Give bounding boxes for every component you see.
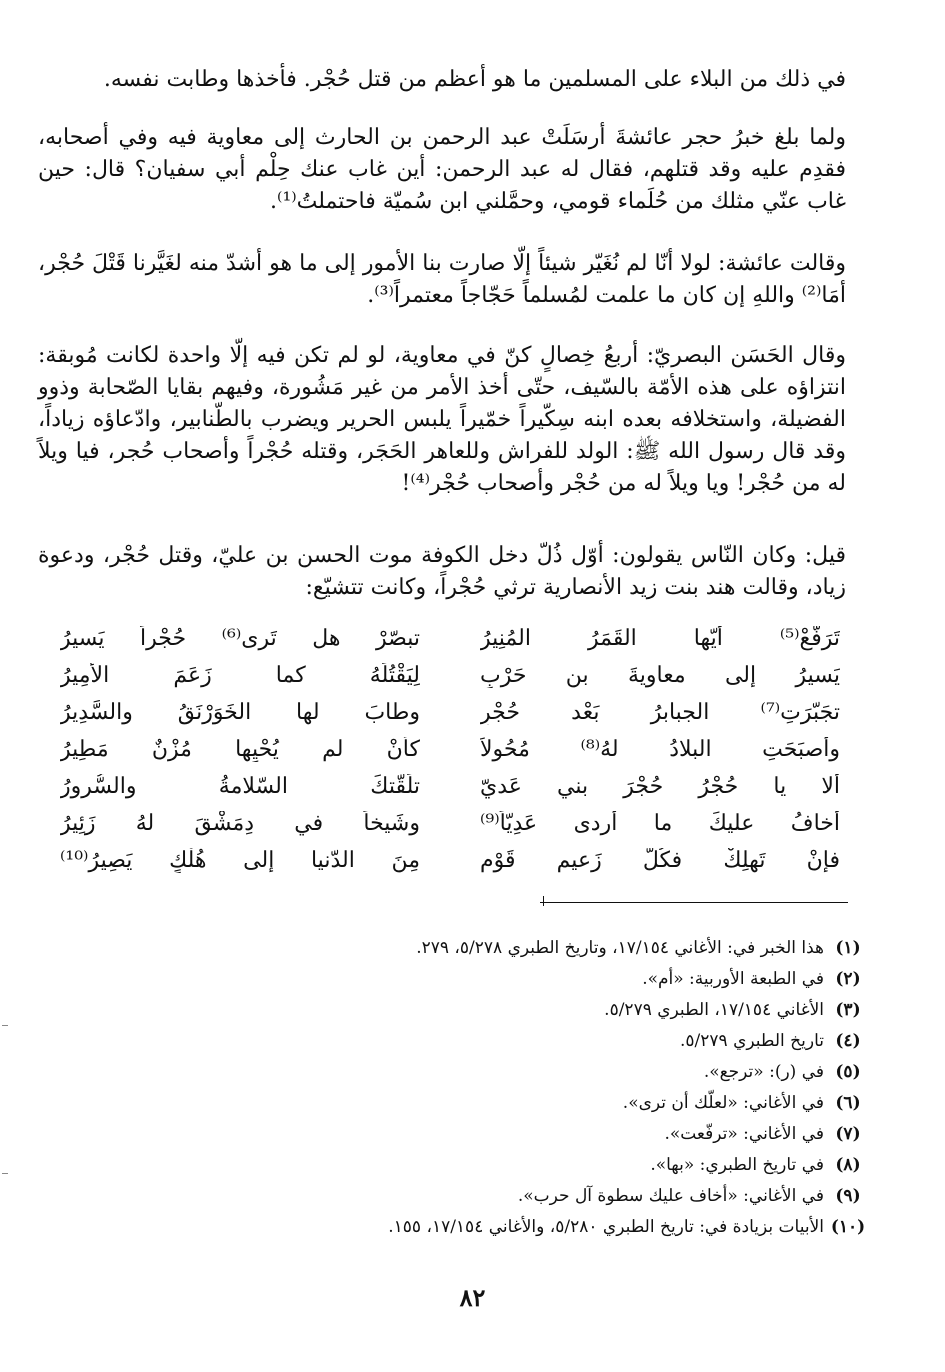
margin-mark	[2, 1173, 8, 1174]
footnote-number: (٩)	[835, 1185, 861, 1206]
footnote-text: في الأغاني: «لعلّك أن ترى».	[622, 1092, 824, 1113]
page-number: ٨٢	[459, 1283, 486, 1312]
poem-verse	[60, 768, 840, 805]
footnote-number: (٧)	[835, 1123, 861, 1144]
footnote-text: في الطبعة الأوربية: «أم».	[642, 968, 824, 989]
footnote-number: (٤)	[835, 1030, 861, 1051]
paragraph-3: وقالت عائشة: لولا أنّا لم نُغَيّر شيئاً إلّا صارت بنا الأمور إلى ما هو أشدّ منه لغَيَّرنا قَتْلَ حُجْر، أمَا⁽²⁾ واللهِ إن كان ما علمت لمُسلماً حَجّاجاً معتمراً⁽³⁾.	[38, 251, 846, 308]
footnote	[120, 1056, 872, 1087]
footnote-text: هذا الخبر في: الأغاني ١٧/١٥٤، وتاريخ الطبري ٥/٢٧٨، ٢٧٩.	[416, 937, 824, 958]
footnote-text: الأبيات بزيادة في: تاريخ الطبري ٥/٢٨٠، والأغاني ١٧/١٥٤، ١٥٥.	[388, 1216, 824, 1237]
verse-second-hemistich: وطابَ لها الخَوَرْنَقُ والسَّدِيرُ	[60, 700, 420, 725]
footnote	[120, 1025, 872, 1056]
margin-mark	[2, 1025, 8, 1026]
verse-second-hemistich: مِنَ الدّنيا إلى هُلْكٍ يَصِيرُ⁽¹⁰⁾	[60, 848, 420, 873]
footnote-text: في (ر): «ترجع».	[703, 1061, 824, 1082]
poem-verse	[60, 805, 840, 842]
poem-verse	[60, 657, 840, 694]
verse-second-hemistich: كأنْ لم يُحْيِها مُزْنٌ مَطِيرُ	[60, 737, 420, 762]
footnote-text: في تاريخ الطبري: «بها».	[650, 1154, 824, 1175]
footnote-number: (٢)	[835, 968, 861, 989]
poem-verse	[60, 731, 840, 768]
footnote-text: الأغاني ١٧/١٥٤، الطبري ٥/٢٧٩.	[604, 999, 824, 1020]
verse-first-hemistich: تجَبّرَتِ⁽⁷⁾ الجبابرُ بَعْد حُجْرٍ	[480, 700, 840, 725]
poem-verse	[60, 694, 840, 731]
footnote	[120, 963, 872, 994]
verse-first-hemistich: فإنْ تَهلِكْ فكُلُّ زَعيمِ قَوْمٍ	[480, 848, 840, 873]
poem-verse	[60, 620, 840, 657]
footnote-number: (٦)	[835, 1092, 861, 1113]
footnote-text: في الأغاني: «ترفّعت».	[664, 1123, 824, 1144]
verse-first-hemistich: أخافُ عليكَ ما أردى عَدِيّاً⁽⁹⁾	[480, 811, 840, 836]
verse-second-hemistich: وشَيخاً في دِمَشْقَ لهُ زَئِيرُ	[60, 811, 420, 836]
footnote-number: (١)	[835, 937, 861, 958]
paragraph-1: في ذلك من البلاء على المسلمين ما هو أعظم من قتل حُجْر. فأخذها وطابت نفسه.	[103, 67, 846, 92]
footnotes	[120, 932, 872, 1242]
footnote	[120, 1149, 872, 1180]
paragraph-4: وقال الحَسَن البصريّ: أربعُ خِصالٍ كنّ في معاوية، لو لم تكن فيه إلّا واحدة لكانت مُوبقة: انتزاؤه على هذه الأمّة بالسّيف، حتّى أخذ الأمر من غير مَشُورة، وفيهم بقايا الصّحابة وذوو الفضيلة، واستخلافه بعده ابنه سِكّيراً خمّيراً يلبس الحرير ويضرب بالطّنابير، وادّعاؤه زياداً، وقد قال رسول الله ﷺ: الولد للفراش وللعاهر الحَجَر، وقتله حُجْراً وأصحاب حُجر، فيا ويلاً له من حُجْر! ويا ويلاً له من حُجْر وأصحاب حُجْر⁽⁴⁾!	[38, 343, 846, 496]
verse-second-hemistich: لِيَقْتُلَهُ كما زَعَمَ الأمِيرُ	[60, 663, 420, 688]
footnote	[120, 994, 872, 1025]
footnote	[120, 1118, 872, 1149]
verse-second-hemistich: تبصّرْ هل تَرى⁽⁶⁾ حُجْراً يَسيرُ	[60, 626, 420, 651]
paragraph-2: ولما بلغ خبرُ حجر عائشةَ أرسَلَتْ عبد الرحمن بن الحارث إلى معاوية فيه وفي أصحابه، فقدِم عليه وقد قتلهم، فقال له عبد الرحمن: أين غاب عنك حِلْم أبي سفيان؟ قال: حين غاب عنّي مثلك من حُلَماء قومي، وحمَّلني ابن سُميّة فاحتملتُ⁽¹⁾.	[38, 125, 846, 214]
verse-first-hemistich: يَسيرُ إلى معاويةَ بنِ حَرْبٍ	[480, 663, 840, 688]
footnote	[120, 932, 872, 963]
footnote-text: في الأغاني: «أخاف عليك سطوة آل حرب».	[517, 1185, 824, 1206]
verse-first-hemistich: ألا يا حُجْرُ حُجْرَ بني عَديّ	[480, 774, 840, 799]
footnote	[120, 1087, 872, 1118]
verse-first-hemistich: وأصبَحَتِ البلادُ لهُ⁽⁸⁾ مُحُولاً	[480, 737, 840, 762]
poem-verse	[60, 842, 840, 879]
footnote-text: تاريخ الطبري ٥/٢٧٩.	[680, 1030, 824, 1051]
footnote-number: (١٠)	[830, 1216, 866, 1237]
footnote	[120, 1211, 872, 1242]
footnote	[120, 1180, 872, 1211]
verse-first-hemistich: تَرَفّعْ⁽⁵⁾ أيّها القَمَرُ المُنِيرُ	[480, 626, 840, 651]
footnote-number: (٨)	[835, 1154, 861, 1175]
elegy-poem	[60, 620, 840, 879]
footnote-number: (٣)	[835, 999, 861, 1020]
footnote-separator	[540, 902, 848, 903]
paragraph-5: قيل: وكان النّاس يقولون: أوّل ذُلّ دخل الكوفة موت الحسن بن عليّ، وقتل حُجْر، ودعوة زياد، وقالت هند بنت زيد الأنصارية ترثي حُجْراً، وكانت تتشيّع:	[38, 543, 846, 600]
verse-second-hemistich: تلَقّتكَ السّلامةُ والسُّرورُ	[60, 774, 420, 799]
footnote-separator-tick	[543, 896, 544, 906]
footnote-number: (٥)	[835, 1061, 861, 1082]
